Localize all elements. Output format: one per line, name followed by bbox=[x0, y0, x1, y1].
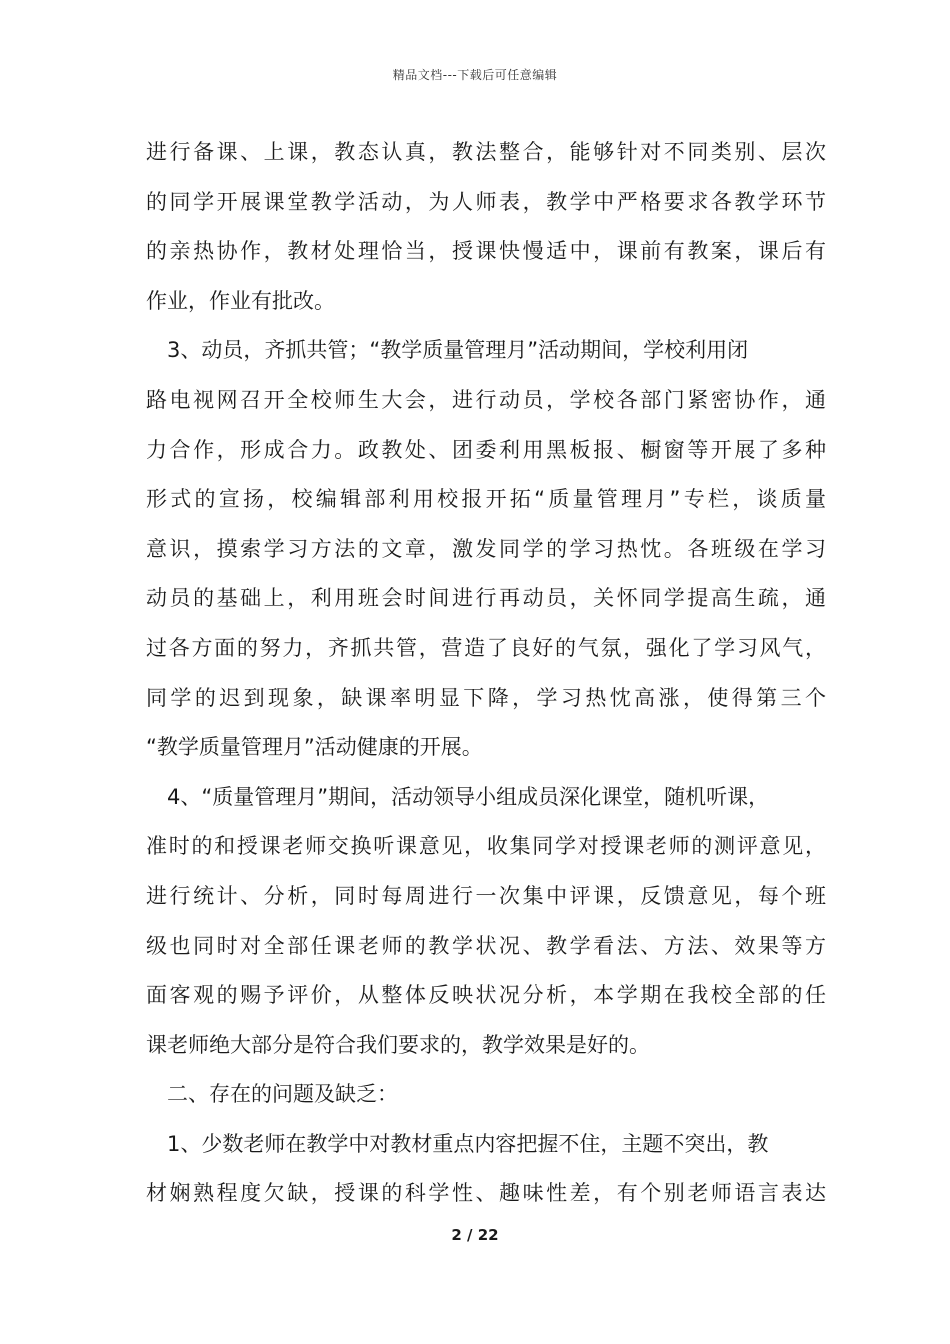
page-header: 精品文档---下载后可任意编辑 bbox=[392, 68, 558, 82]
body-line: 面客观的赐予评价，从整体反映状况分析，本学期在我校全部的任 bbox=[146, 983, 826, 1008]
document-body bbox=[146, 128, 826, 1219]
body-line: 进行备课、上课，教态认真，教法整合，能够针对不同类别、层次 bbox=[146, 140, 826, 164]
page-number: 2 / 22 bbox=[451, 1226, 499, 1244]
body-line: 材娴熟程度欠缺，授课的科学性、趣味性差，有个别老师语言表达 bbox=[146, 1181, 826, 1206]
body-line: 级也同时对全部任课老师的教学状况、教学看法、方法、效果等方 bbox=[146, 933, 826, 958]
body-line: 力合作，形成合力。政教处、团委利用黑板报、橱窗等开展了多种 bbox=[146, 437, 826, 462]
body-line: “教学质量管理月”活动健康的开展。 bbox=[146, 735, 483, 760]
body-line: 4、“质量管理月”期间，活动领导小组成员深化课堂，随机听课， bbox=[167, 784, 770, 809]
body-line: 意识，摸索学习方法的文章，激发同学的学习热忱。各班级在学习 bbox=[146, 536, 826, 561]
body-line: 的亲热协作，教材处理恰当，授课快慢适中，课前有教案，课后有 bbox=[146, 239, 826, 264]
body-line: 准时的和授课老师交换听课意见，收集同学对授课老师的测评意见， bbox=[146, 834, 826, 859]
body-line: 形式的宣扬，校编辑部利用校报开拓“质量管理月”专栏，谈质量 bbox=[146, 487, 826, 512]
body-line: 过各方面的努力，齐抓共管，营造了良好的气氛，强化了学习风气， bbox=[146, 635, 826, 660]
body-line: 1、少数老师在教学中对教材重点内容把握不住，主题不突出，教 bbox=[167, 1131, 769, 1156]
body-line: 3、动员，齐抓共管；“教学质量管理月”活动期间，学校利用闭 bbox=[167, 338, 749, 363]
body-line: 同学的迟到现象，缺课率明显下降，学习热忱高涨，使得第三个 bbox=[146, 685, 826, 710]
body-line: 的同学开展课堂教学活动，为人师表，教学中严格要求各教学环节 bbox=[146, 189, 826, 214]
section-heading: 二、存在的问题及缺乏： bbox=[167, 1082, 398, 1107]
body-line: 动员的基础上，利用班会时间进行再动员，关怀同学提高生疏，通 bbox=[146, 586, 826, 611]
body-line: 路电视网召开全校师生大会，进行动员，学校各部门紧密协作，通 bbox=[146, 387, 826, 412]
body-line: 进行统计、分析，同时每周进行一次集中评课，反馈意见，每个班 bbox=[146, 883, 826, 908]
body-line: 课老师绝大部分是符合我们要求的，教学效果是好的。 bbox=[146, 1032, 650, 1057]
body-line: 作业，作业有批改。 bbox=[146, 288, 335, 313]
